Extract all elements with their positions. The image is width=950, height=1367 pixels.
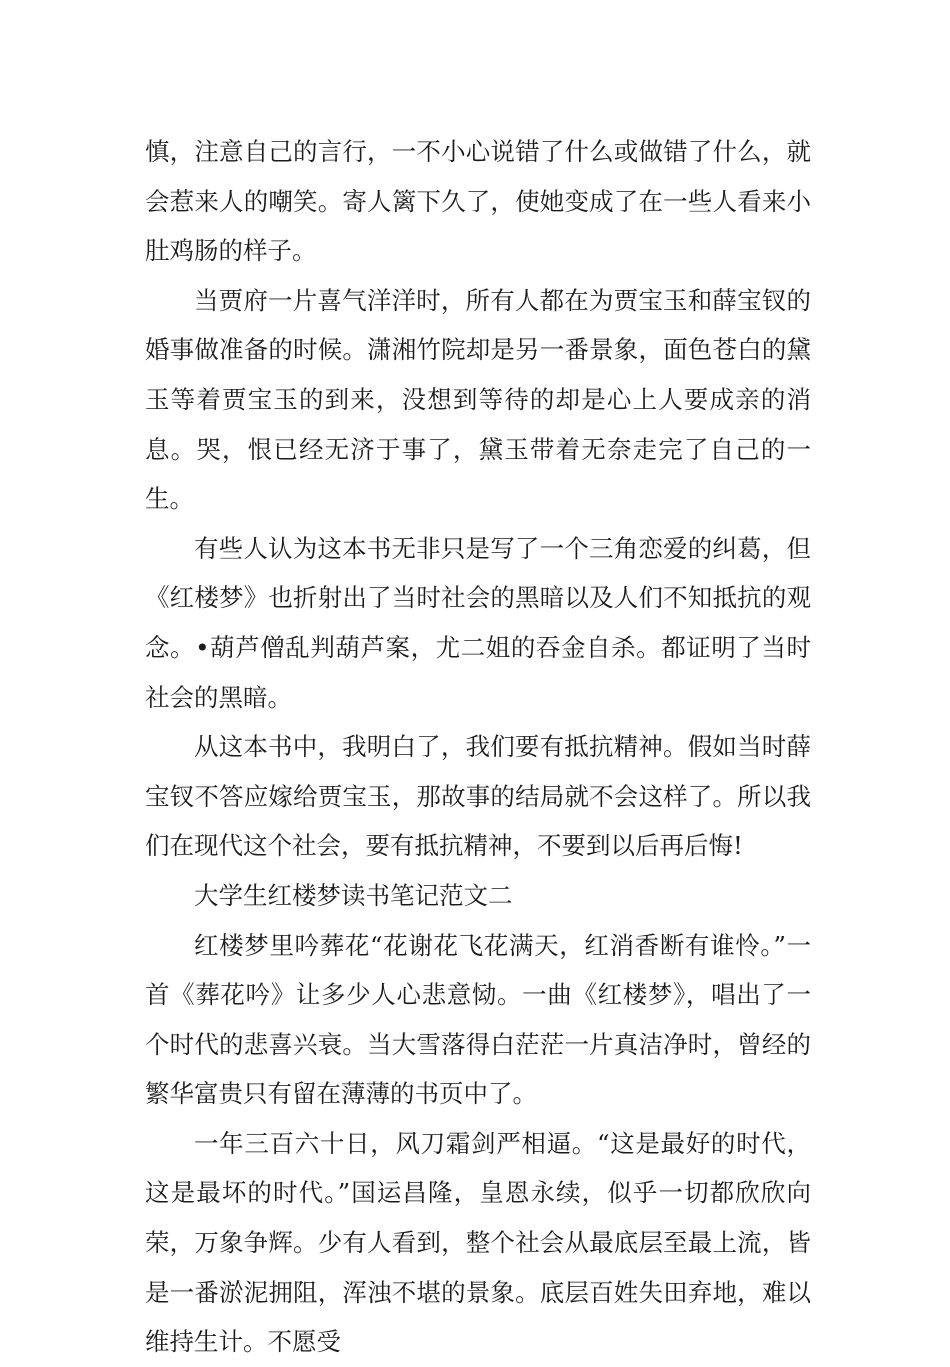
section-heading: 大学生红楼梦读书笔记范文二 xyxy=(194,880,513,910)
paragraph-continuation: 慎，注意自己的言行，一不小心说错了什么或做错了什么，就会惹来人的嘲笑。寄人篱下久了，使她变成了在一些人看来小肚鸡肠的样子。 xyxy=(145,137,811,266)
paragraph: 一年三百六十日，风刀霜剑严相逼。“这是最好的时代，这是最坏的时代。”国运昌隆，皇恩永续，似乎一切都欣欣向荣，万象争辉。少有人看到，整个社会从最底层至最上流，皆是一番淤泥拥阻，浑浊不堪的景象。底层百姓失田弃地，难以维持生计。不愿受 xyxy=(145,1128,811,1357)
paragraph: 有些人认为这本书无非只是写了一个三角恋爱的纠葛，但《红楼梦》也折射出了当时社会的黑暗以及人们不知抵抗的观念。•葫芦僧乱判葫芦案，尤二姐的吞金自杀。都证明了当时社会的黑暗。 xyxy=(145,533,811,712)
paragraph: 当贾府一片喜气洋洋时，所有人都在为贾宝玉和薛宝钗的婚事做准备的时候。潇湘竹院却是另一番景象，面色苍白的黛玉等着贾宝玉的到来，没想到等待的却是心上人要成亲的消息。哭，恨已经无济于事了，黛玉带着无奈走完了自己的一生。 xyxy=(145,285,811,514)
paragraph: 红楼梦里吟葬花“花谢花飞花满天，红消香断有谁怜。”一首《葬花吟》让多少人心悲意恸。一曲《红楼梦》，唱出了一个时代的悲喜兴衰。当大雪落得白茫茫一片真洁净时，曾经的繁华富贵只有留在薄薄的书页中了。 xyxy=(145,930,811,1109)
paragraph: 从这本书中，我明白了，我们要有抵抗精神。假如当时薛宝钗不答应嫁给贾宝玉，那故事的结局就不会这样了。所以我们在现代这个社会，要有抵抗精神，不要到以后再后悔! xyxy=(145,732,811,861)
document-body xyxy=(145,127,811,1367)
